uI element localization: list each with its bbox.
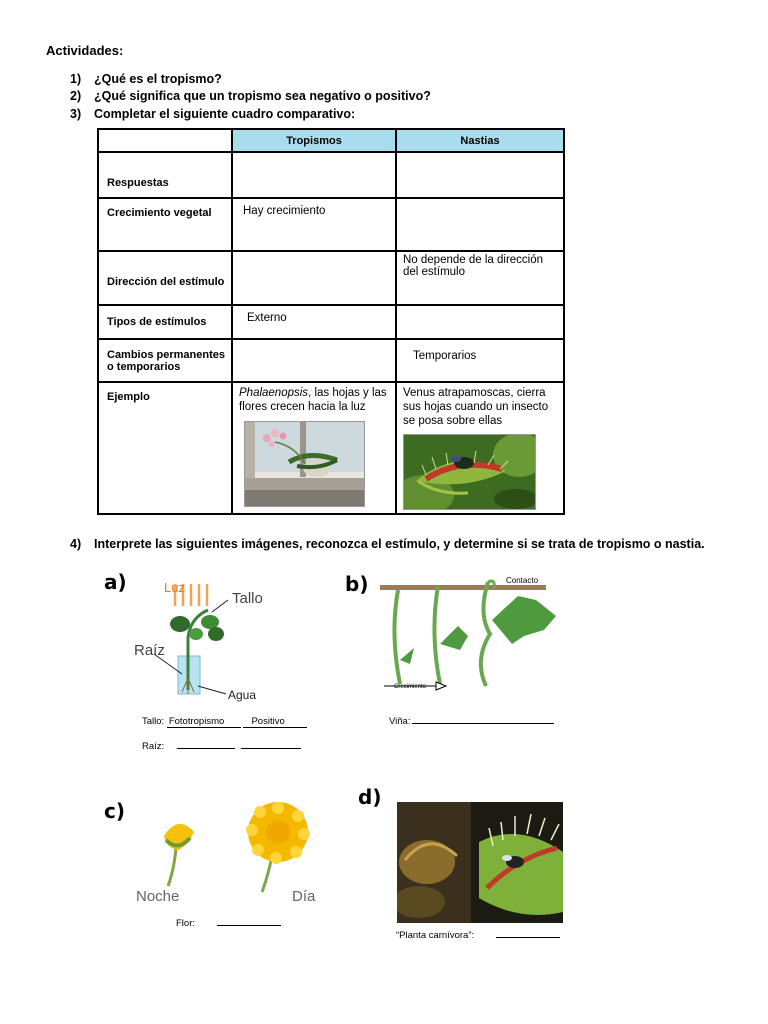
answer-cell[interactable] — [396, 198, 564, 251]
answer-raiz-label: Raíz: — [142, 741, 165, 752]
answer-vina-field[interactable] — [412, 723, 554, 724]
figure-a-letter: a) — [104, 570, 127, 594]
answer-vina-label: Viña: — [389, 716, 411, 727]
answer-tallo-field-1[interactable]: Fototropismo — [167, 716, 241, 728]
answer-vina-row — [389, 716, 554, 727]
answer-planta-row — [396, 930, 560, 941]
answer-cell[interactable]: No depende de la dirección del estímulo — [396, 251, 564, 305]
answer-cell[interactable]: Temporarios — [396, 339, 564, 382]
table-row — [98, 305, 564, 339]
label-noche: Noche — [136, 888, 180, 905]
label-contacto: Contacto — [506, 576, 539, 585]
column-header-tropismos: Tropismos — [232, 129, 396, 152]
answer-tallo-label: Tallo: — [142, 716, 165, 727]
row-label: Cambios permanentes o temporarios — [98, 339, 232, 382]
answer-cell[interactable] — [232, 339, 396, 382]
answer-raiz-field-1[interactable] — [177, 748, 235, 749]
example-text: , las hojas y las flores crecen hacia la luz — [239, 387, 387, 413]
table-row — [98, 198, 564, 251]
answer-cell[interactable] — [396, 152, 564, 198]
table-row — [98, 152, 564, 198]
label-dia: Día — [292, 888, 316, 905]
question-text: Completar el siguiente cuadro comparativo: — [94, 107, 356, 121]
answer-tallo-field-2[interactable]: Positivo — [243, 716, 307, 728]
example-text: Venus atrapamoscas, cierra sus hojas cuando un insecto se posa sobre ellas — [403, 387, 549, 427]
table-corner-cell — [98, 129, 232, 152]
label-raiz: Raíz — [134, 642, 165, 659]
activities-heading: Actividades: — [46, 43, 124, 58]
figure-b-letter: b) — [345, 572, 369, 596]
question-number: 1) — [70, 72, 82, 86]
row-label: Ejemplo — [98, 382, 232, 514]
figure-c-diagram — [136, 800, 328, 910]
question-text: ¿Qué significa que un tropismo sea negativo o positivo? — [94, 89, 431, 103]
question-4 — [70, 537, 705, 551]
question-text: Interprete las siguientes imágenes, reconozca el estímulo, y determine si se trata de tropismo o nastia. — [94, 537, 705, 551]
answer-cell[interactable]: Externo — [232, 305, 396, 339]
question-number: 4) — [70, 537, 82, 551]
answer-tallo-row — [142, 716, 307, 728]
answer-planta-field[interactable] — [496, 937, 560, 938]
label-tallo: Tallo — [232, 590, 263, 607]
question-number: 2) — [70, 89, 82, 103]
question-3 — [70, 107, 355, 121]
row-label: Tipos de estímulos — [98, 305, 232, 339]
figure-a-diagram — [130, 578, 310, 706]
label-agua: Agua — [228, 688, 257, 702]
column-header-nastias: Nastias — [396, 129, 564, 152]
answer-cell[interactable]: Hay crecimiento — [232, 198, 396, 251]
orchid-photo — [244, 421, 365, 507]
answer-raiz-row — [142, 741, 301, 752]
example-species: Phalaenopsis — [239, 387, 309, 399]
question-text: ¿Qué es el tropismo? — [94, 72, 222, 86]
answer-flor-row — [176, 918, 281, 929]
answer-cell[interactable] — [232, 251, 396, 305]
row-label: Crecimiento vegetal — [98, 198, 232, 251]
row-label: Dirección del estímulo — [98, 251, 232, 305]
figure-b-diagram — [378, 574, 560, 692]
table-row — [98, 339, 564, 382]
label-luz: Luz — [164, 580, 185, 595]
venus-flytrap-photo — [403, 434, 536, 510]
table-row — [98, 251, 564, 305]
row-label: Respuestas — [98, 152, 232, 198]
label-crecimiento: Crecimiento — [394, 684, 427, 690]
answer-planta-label: “Planta carnívora”: — [396, 930, 475, 941]
answer-flor-label: Flor: — [176, 918, 195, 929]
question-1 — [70, 72, 222, 86]
carnivorous-plant-photo — [397, 802, 563, 923]
figure-c-letter: c) — [104, 799, 125, 823]
question-2 — [70, 89, 431, 103]
answer-raiz-field-2[interactable] — [241, 748, 301, 749]
answer-cell[interactable] — [396, 305, 564, 339]
table-header-row — [98, 129, 564, 152]
figure-d-letter: d) — [358, 785, 382, 809]
answer-flor-field[interactable] — [217, 925, 281, 926]
question-number: 3) — [70, 107, 82, 121]
answer-cell[interactable] — [232, 152, 396, 198]
